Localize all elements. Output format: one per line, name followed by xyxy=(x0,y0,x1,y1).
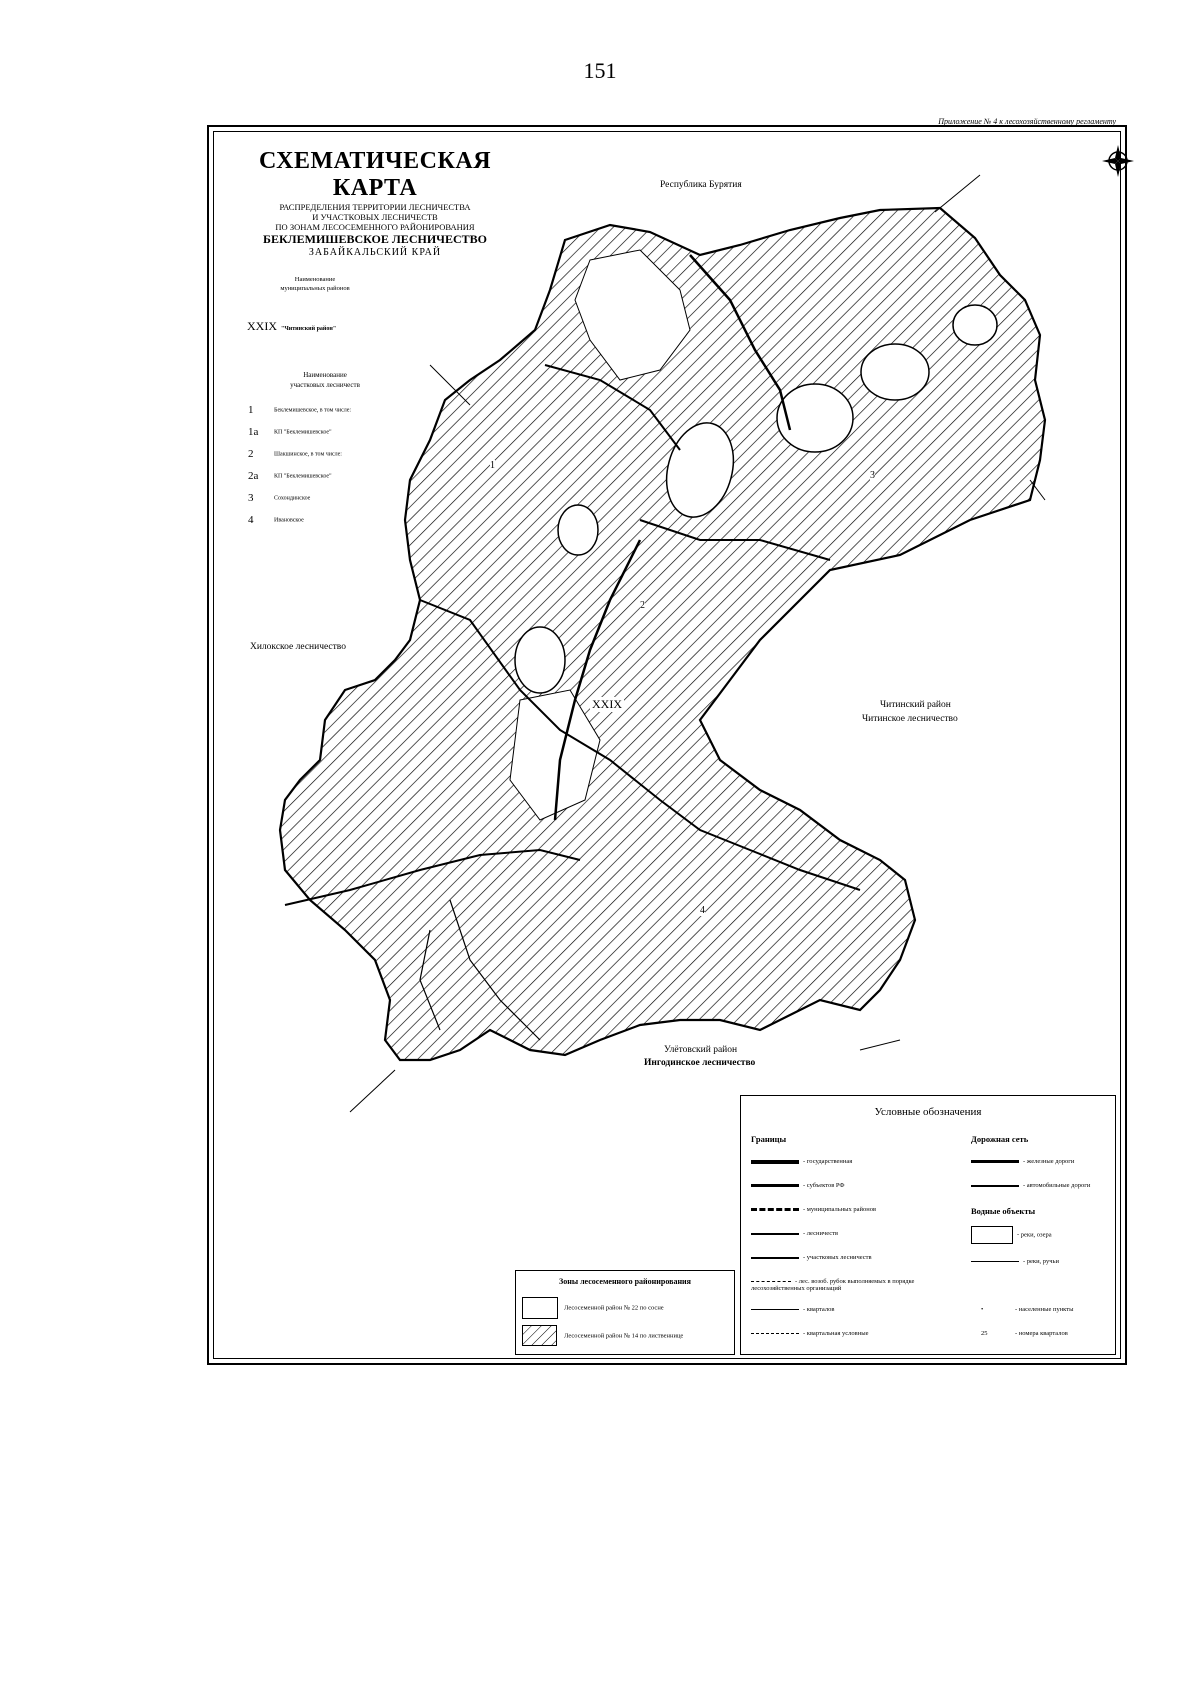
zone-swatch-hatched xyxy=(522,1325,558,1347)
lake xyxy=(777,384,853,452)
title-line-3: ПО ЗОНАМ ЛЕСОСЕМЕННОГО РАЙОНИРОВАНИЯ xyxy=(275,222,475,232)
sect-key: 1а xyxy=(248,426,259,438)
label-district-code: XXIX xyxy=(592,697,622,711)
compass-icon xyxy=(1100,143,1136,179)
legend-border-conditional: - квартальная условные xyxy=(751,1330,868,1337)
zone-swatch-blank xyxy=(522,1297,558,1319)
legend-quarter-numbers: 25 - номера кварталов xyxy=(981,1330,1068,1338)
label-section-number: 3 xyxy=(870,470,875,481)
label-uleto-district: Улётовский район xyxy=(664,1045,738,1055)
zone-label: Лесосеменной район № 14 по лиственнице xyxy=(564,1332,684,1340)
label-ingoda-forestry: Ингодинское лесничество xyxy=(644,1058,756,1068)
map-legend xyxy=(740,1095,1116,1355)
sect-key: 2 xyxy=(248,448,254,460)
district-forestries xyxy=(240,370,410,526)
legend-lakes: - реки, озера xyxy=(971,1226,1052,1244)
label-buryatia: Республика Бурятия xyxy=(660,180,742,190)
sect-key: 3 xyxy=(248,492,254,504)
sect-item xyxy=(248,470,332,482)
leader-line xyxy=(935,175,980,212)
title-line-1: РАСПРЕДЕЛЕНИЯ ТЕРРИТОРИИ ЛЕСНИЧЕСТВА xyxy=(279,202,471,212)
sect-key: 4 xyxy=(248,514,254,526)
sect-name: КП "Беклемишевское" xyxy=(274,429,332,436)
lake xyxy=(515,627,565,693)
sect-item xyxy=(248,492,310,504)
sect-name: Сохондинское xyxy=(274,495,311,502)
legend-border-forestry: - лесничеств xyxy=(751,1230,838,1237)
legend-water-title: Водные объекты xyxy=(971,1206,1036,1216)
sect-key: 1 xyxy=(248,404,254,416)
sect-key: 2а xyxy=(248,470,259,482)
seed-zones-legend xyxy=(515,1270,735,1355)
sect-name: Ивановское xyxy=(274,517,304,524)
muni-header-2: муниципальных районов xyxy=(280,285,350,292)
map-title-block xyxy=(225,148,525,259)
legend-border-section: - участковых лесничеств xyxy=(751,1254,872,1261)
label-chita-forestry: Читинское лесничество xyxy=(862,714,958,724)
lake xyxy=(558,505,598,555)
zones-title: Зоны лесосеменного районирования xyxy=(558,1277,691,1286)
region-name: ЗАБАЙКАЛЬСКИЙ КРАЙ xyxy=(308,247,442,258)
legend-border-quarters: - кварталов xyxy=(751,1306,834,1313)
title-line-2: И УЧАСТКОВЫХ ЛЕСНИЧЕСТВ xyxy=(312,212,438,222)
label-section-number: 4 xyxy=(700,905,705,916)
legend-border-lease: - лес. возоб. рубок выполняемых в порядке лесохозяйственных организаций xyxy=(751,1278,915,1292)
legend-borders-title: Границы xyxy=(751,1134,787,1144)
legend-title: Условные обозначения xyxy=(874,1106,982,1118)
label-section-number: 2 xyxy=(640,600,645,611)
legend-roads-title: Дорожная сеть xyxy=(971,1134,1029,1144)
legend-settlements: • - населенные пункты xyxy=(981,1306,1074,1314)
sect-item xyxy=(248,404,351,416)
sect-name: КП "Беклемишевское" xyxy=(274,473,332,480)
sect-item xyxy=(248,426,332,438)
legend-border-state: - государственная xyxy=(751,1158,852,1165)
sect-header-1: Наименование xyxy=(303,371,347,379)
zone-label: Лесосеменной район № 22 по сосне xyxy=(564,1304,664,1312)
sect-header-2: участковых лесничеств xyxy=(290,381,360,389)
muni-code: XXIX xyxy=(247,319,277,333)
legend-highway: - автомобильные дороги xyxy=(971,1182,1090,1189)
map-title: СХЕМАТИЧЕСКАЯ КАРТА xyxy=(258,148,492,201)
legend-railway: - железные дороги xyxy=(971,1158,1074,1165)
zone-item-larch xyxy=(522,1325,683,1347)
forestry-name: БЕКЛЕМИШЕВСКОЕ ЛЕСНИЧЕСТВО xyxy=(263,232,487,246)
label-khilok: Хилокское лесничество xyxy=(250,642,346,652)
page-number: 151 xyxy=(583,58,617,83)
leader-line xyxy=(350,1070,395,1112)
municipal-districts xyxy=(240,275,390,333)
legend-border-subject: - субъектов РФ xyxy=(751,1182,845,1189)
muni-name: "Читинский район" xyxy=(281,326,337,332)
sect-name: Беклемишевское, в том числе: xyxy=(274,407,352,414)
zone-item-pine xyxy=(522,1297,664,1319)
lake xyxy=(861,344,929,400)
sect-item xyxy=(248,514,304,526)
leader-line xyxy=(860,1040,900,1050)
label-chita-district: Читинский район xyxy=(880,700,951,710)
appendix-note: Приложение № 4 к лесохозяйственному регламенту xyxy=(938,117,1116,126)
muni-header-1: Наименование xyxy=(294,276,336,283)
sect-item xyxy=(248,448,342,460)
lake xyxy=(953,305,997,345)
muni-row xyxy=(247,317,336,335)
sect-name: Шакшинское, в том числе: xyxy=(274,451,342,458)
legend-border-municipal: - муниципальных районов xyxy=(751,1206,876,1213)
label-section-number: 1 xyxy=(490,460,495,471)
legend-rivers: - реки, ручьи xyxy=(971,1258,1059,1265)
